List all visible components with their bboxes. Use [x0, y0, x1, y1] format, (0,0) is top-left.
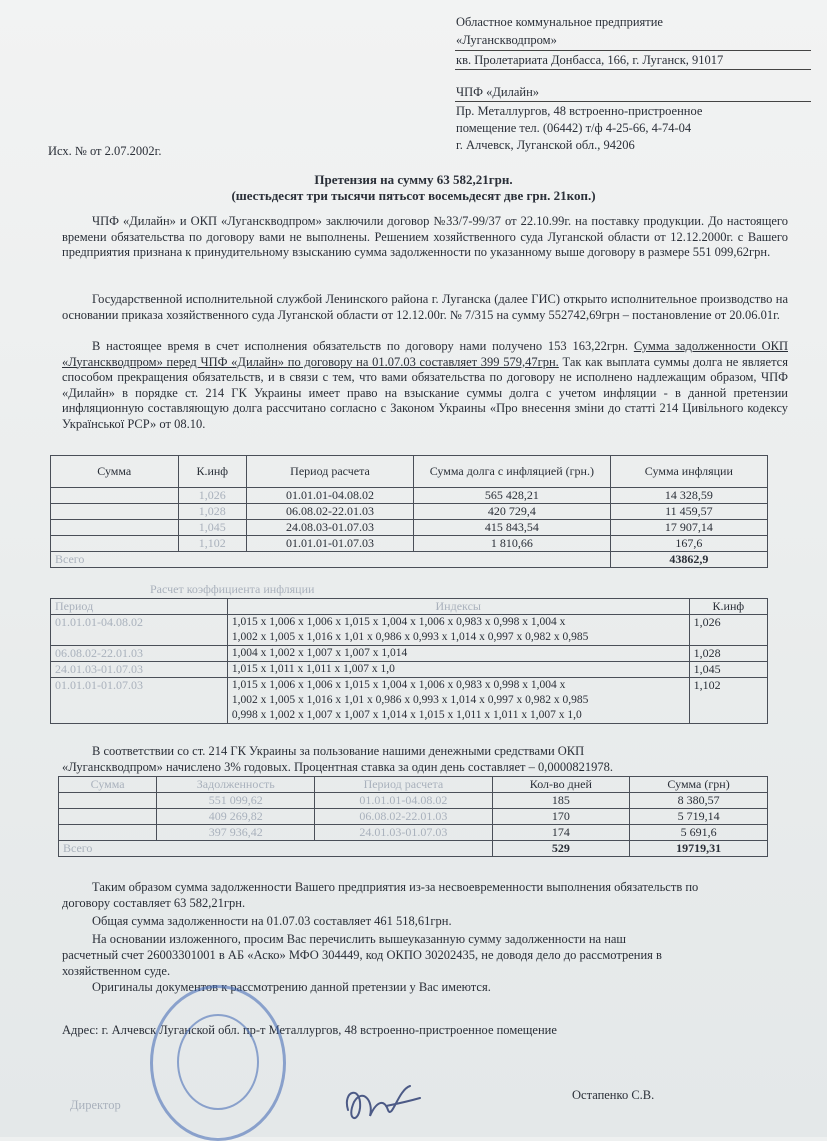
- t3-header-amount: Сумма (грн): [630, 777, 768, 793]
- paragraph-inflation-debt: Сумма задолженности ОКП «Луганскводпром» перед ЧПФ «Дилайн» по договору на 01.07.03 составляет 399 579,47грн.: [62, 339, 788, 369]
- final-line-5: расчетный счет 26003301001 в АБ «Аско» МФО 304449, код ОКПО 30202435, не доводя дело до рассмотрения в: [62, 948, 662, 962]
- recipient-address-rule: [455, 69, 811, 70]
- final-line-6: хозяйственном суде.: [62, 964, 171, 978]
- t2-idx-line: 1,015 x 1,006 x 1,006 x 1,015 x 1,004 x 1,006 x 0,983 x 0,998 x 1,004 x: [231, 616, 566, 628]
- t1-header-sum: Сумма: [51, 456, 179, 488]
- t1-total: 43862,9: [610, 552, 767, 568]
- final-line-7: Оригиналы документов к рассмотрению данной претензии у Вас имеются.: [92, 980, 491, 994]
- signature-icon: [340, 1080, 430, 1130]
- t1-header-debt: Сумма долга с инфляцией (грн.): [414, 456, 611, 488]
- table-row: [51, 520, 768, 536]
- paragraph-contract: ЧПФ «Дилайн» и ОКП «Луганскводпром» заключили договор №33/7-99/37 от 22.10.99г. на поставку продукции. До настоящего времени обязательства по договору вами не выполнены. Решением хозяйственного суда Луганской области от 12.12.2000г. с Вашего предприятия признана к принудительному взысканию сумма задолженности по указанному выше договору в размере 551 099,62грн.: [62, 214, 788, 260]
- t2-header-period: Период: [51, 599, 228, 615]
- t2-k: 1,102: [689, 678, 767, 724]
- t3-period: 01.01.01-04.08.02: [315, 793, 492, 809]
- t1-header-period: Период расчета: [247, 456, 414, 488]
- t3-header-sum: Сумма: [59, 777, 157, 793]
- t1-k: 1,045: [178, 520, 247, 536]
- t3-header-days: Кол-во дней: [492, 777, 630, 793]
- t2-caption: Расчет коэффициента инфляции: [150, 582, 315, 596]
- paragraph-inflation: [62, 339, 788, 433]
- signer-name: Остапенко С.В.: [572, 1088, 655, 1102]
- t3-amount: 5 691,6: [630, 825, 768, 841]
- table-row: [59, 793, 768, 809]
- recipient-org-line2: «Луганскводпром»: [456, 33, 557, 47]
- t2-k: 1,028: [689, 646, 767, 662]
- t2-period: 01.01.01-04.08.02: [51, 615, 228, 646]
- inflation-index-table: [50, 598, 768, 724]
- t3-debt: 551 099,62: [157, 793, 315, 809]
- table-row: [51, 678, 768, 724]
- final-line-1: Таким образом сумма задолженности Вашего предприятия из-за несвоевременности выполнения обязательств по: [92, 880, 699, 894]
- table-row: [51, 504, 768, 520]
- paragraph-interest-2: «Луганскводпром» начислено 3% годовых. Процентная ставка за один день составляет – 0,0000821978.: [62, 760, 614, 774]
- recipient-org-line1: Областное коммунальное предприятие: [456, 15, 663, 29]
- sender-addr3: г. Алчевск, Луганской обл., 94206: [456, 138, 635, 152]
- final-line-4: На основании изложенного, просим Вас перечислить вышеуказанную сумму задолженности на наш: [92, 932, 627, 946]
- table-row: [51, 536, 768, 552]
- t2-header-indexes: Индексы: [227, 599, 689, 615]
- sender-addr2: помещение тел. (06442) т/ф 4-25-66, 4-74-04: [456, 121, 692, 135]
- t3-total-label: Всего: [59, 841, 493, 857]
- table-row: [51, 646, 768, 662]
- t1-header-infl: Сумма инфляции: [610, 456, 767, 488]
- t3-period: 06.08.02-22.01.03: [315, 809, 492, 825]
- t2-idx-line: 1,002 x 1,005 x 1,016 x 1,01 x 0,986 x 0,993 x 1,014 x 0,997 x 0,982 x 0,985: [231, 631, 589, 643]
- t1-sum: [51, 504, 179, 520]
- t3-sum: [59, 825, 157, 841]
- paragraph-inflation-basis: Так как выплата суммы долга не является способом прекращения обязательств, и в связи с тем, что вами обязательства по договору не исполнено надлежащим образом, ЧПФ «Дилайн» в порядке ст. 214 ГК Украины имеет право на взыскание суммы долга с учетом инфляции - в данной претензии инфляционную составляющую долга рассчитано согласно с Законом Украины «Про внесення зміни до статті 214 Цивільного кодексу Української РСР» от 08.10.: [62, 354, 788, 431]
- t2-indexes: 1,015 x 1,011 x 1,011 x 1,007 x 1,0: [227, 662, 689, 678]
- paragraph-interest-1: В соответствии со ст. 214 ГК Украины за пользование нашими денежными средствами ОКП: [92, 744, 585, 758]
- table-row: [51, 615, 768, 646]
- t3-debt: 409 269,82: [157, 809, 315, 825]
- sender-addr1: Пр. Металлургов, 48 встроенно-пристроенное: [456, 104, 703, 118]
- t1-infl: 167,6: [610, 536, 767, 552]
- t2-period: 01.01.01-01.07.03: [51, 678, 228, 724]
- t3-days: 185: [492, 793, 630, 809]
- table-row: [51, 662, 768, 678]
- t3-header-period: Период расчета: [315, 777, 492, 793]
- t1-k: 1,028: [178, 504, 247, 520]
- table-row: [59, 809, 768, 825]
- t1-period: 01.01.01-01.07.03: [247, 536, 414, 552]
- final-line-3: Общая сумма задолженности на 01.07.03 составляет 461 518,61грн.: [92, 914, 452, 928]
- t3-total-amount: 19719,31: [630, 841, 768, 857]
- t2-header-k: К.инф: [689, 599, 767, 615]
- t1-debt: 415 843,54: [414, 520, 611, 536]
- t1-sum: [51, 520, 179, 536]
- t1-infl: 11 459,57: [610, 504, 767, 520]
- t2-idx-line: 1,015 x 1,006 x 1,006 x 1,015 x 1,004 x 1,006 x 0,983 x 0,998 x 1,004 x: [231, 679, 566, 691]
- t1-k: 1,102: [178, 536, 247, 552]
- t1-infl: 17 907,14: [610, 520, 767, 536]
- table-row: [59, 825, 768, 841]
- t1-infl: 14 328,59: [610, 488, 767, 504]
- final-line-2: договору составляет 63 582,21грн.: [62, 896, 246, 910]
- t2-idx-line: 1,002 x 1,005 x 1,016 x 1,01 x 0,986 x 0,993 x 1,014 x 0,997 x 0,982 x 0,985: [231, 694, 589, 706]
- t2-indexes: [227, 678, 689, 724]
- table-row-total: [59, 841, 768, 857]
- t2-indexes: 1,004 x 1,002 x 1,007 x 1,007 x 1,014: [227, 646, 689, 662]
- sender-rule: [455, 101, 811, 102]
- claim-title: Претензия на сумму 63 582,21грн.: [314, 172, 513, 187]
- director-label: Директор: [70, 1098, 121, 1112]
- t3-total-days: 529: [492, 841, 630, 857]
- t3-days: 174: [492, 825, 630, 841]
- t2-idx-line: 0,998 x 1,002 x 1,007 x 1,007 x 1,014 x 1,015 x 1,011 x 1,011 x 1,007 x 1,0: [231, 709, 582, 721]
- round-seal-icon: [150, 985, 286, 1141]
- t3-days: 170: [492, 809, 630, 825]
- t1-debt: 565 428,21: [414, 488, 611, 504]
- t1-sum: [51, 488, 179, 504]
- t1-sum: [51, 536, 179, 552]
- sender-org: ЧПФ «Дилайн»: [456, 85, 540, 99]
- paragraph-enforcement: Государственной исполнительной службой Ленинского района г. Луганска (далее ГИС) открыто исполнительное производство на основании приказа хозяйственного суда Луганской области от 12.12.00г. № 7/315 на сумму 552742,69грн – постановление от 20.06.01г.: [62, 292, 788, 322]
- t3-header-debt: Задолженность: [157, 777, 315, 793]
- t3-period: 24.01.03-01.07.03: [315, 825, 492, 841]
- t1-header-k: К.инф: [178, 456, 247, 488]
- t2-k: 1,045: [689, 662, 767, 678]
- t3-sum: [59, 793, 157, 809]
- t1-period: 06.08.02-22.01.03: [247, 504, 414, 520]
- t2-indexes: [227, 615, 689, 646]
- inflation-sum-table: [50, 455, 768, 568]
- interest-table: [58, 776, 768, 857]
- t2-period: 06.08.02-22.01.03: [51, 646, 228, 662]
- paragraph-inflation-received: В настоящее время в счет исполнения обязательств по договору нами получено 153 163,22грн.: [92, 339, 629, 353]
- table-row: [51, 488, 768, 504]
- t3-amount: 5 719,14: [630, 809, 768, 825]
- t2-k: 1,026: [689, 615, 767, 646]
- t1-total-label: Всего: [51, 552, 611, 568]
- recipient-address: кв. Пролетариата Донбасса, 166, г. Луганск, 91017: [456, 53, 724, 67]
- t2-period: 24.01.03-01.07.03: [51, 662, 228, 678]
- table-row-total: [51, 552, 768, 568]
- t3-sum: [59, 809, 157, 825]
- t1-period: 01.01.01-04.08.02: [247, 488, 414, 504]
- final-address: Адрес: г. Алчевск Луганской обл. пр-т Металлургов, 48 встроенно-пристроенное помещение: [62, 1023, 557, 1037]
- recipient-rule: [455, 50, 811, 51]
- claim-title-amount-words: (шестьдесят три тысячи пятьсот восемьдесят две грн. 21коп.): [231, 188, 596, 203]
- t1-debt: 420 729,4: [414, 504, 611, 520]
- t1-k: 1,026: [178, 488, 247, 504]
- seal-inner-ring: [177, 1014, 259, 1110]
- t1-period: 24.08.03-01.07.03: [247, 520, 414, 536]
- t3-debt: 397 936,42: [157, 825, 315, 841]
- t1-debt: 1 810,66: [414, 536, 611, 552]
- t3-amount: 8 380,57: [630, 793, 768, 809]
- outgoing-reference: Исх. № от 2.07.2002г.: [48, 144, 162, 158]
